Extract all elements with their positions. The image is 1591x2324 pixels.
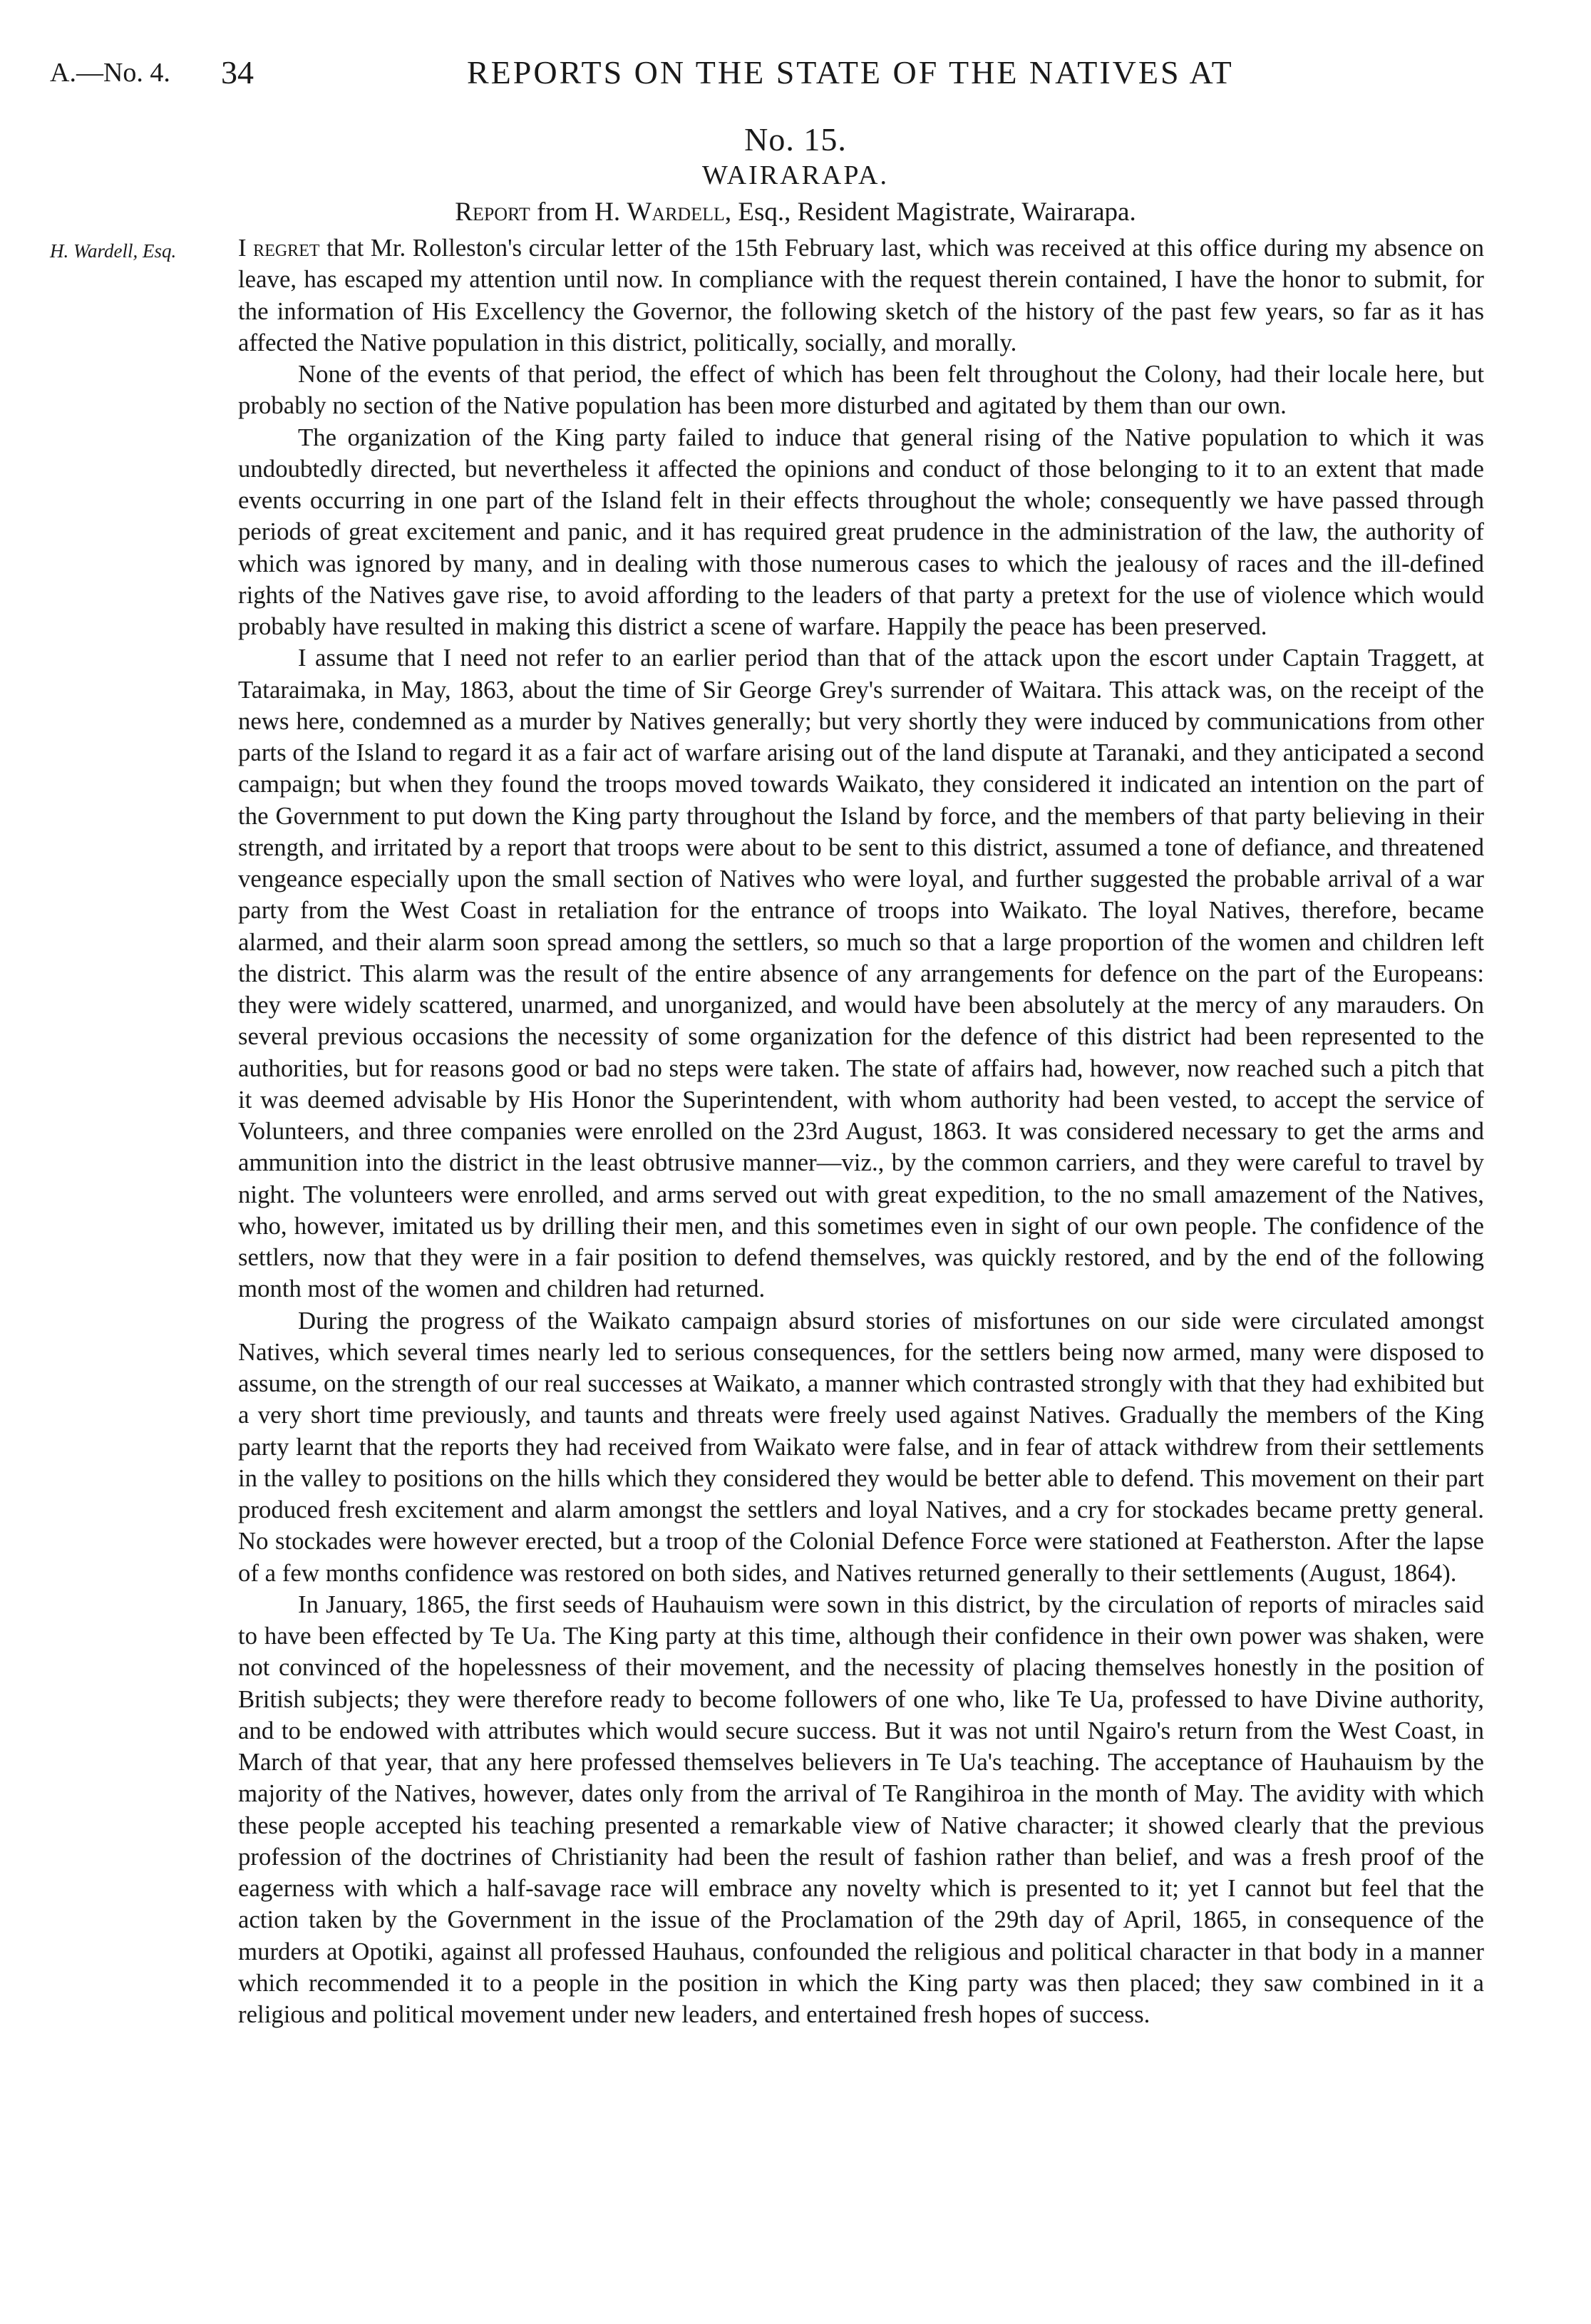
paragraph-text: In January, 1865, the first seeds of Hauhauism were sown in this district, by the circulation of reports of miracles said to have been effected by Te Ua. The King party at this time, although their confidence in their own power was shaken, were not convinced of the hopelessness of their movement, and the necessity of placing themselves honestly in the position of British subjects; they were therefore ready to become followers of one who, like Te Ua, professed to have Divine authority, and to be endowed with attributes which would secure success. But it was not until Ngairo's return from the West Coast, in March of that year, that any here professed themselves believers in Te Ua's teaching. The acceptance of Hauhauism by the majority of the Natives, however, dates only from the arrival of Te Rangihiroa in the month of May. The avidity with which these people accepted his teaching presented a remarkable view of Native character; it showed clearly that the previous profession of the doctrines of Christianity had been the result of fashion rather than belief, and was a fresh proof of the eagerness with which a half-savage race will embrace any novelty which is presented to it; yet I cannot but feel that the action taken by the Government in the issue of the Proclamation of the 29th day of April, 1865, in consequence of the murders at Opotiki, against all professed Hauhaus, confounded the religious and political character in that body in a manner which recommended it to a people in the position in which the King party was then placed; they saw combined in it a religious and political movement under new leaders, and entertained fresh hopes of success. — [238, 1590, 1484, 2028]
paragraph-lead: I regret — [238, 234, 320, 262]
report-place: WAIRARAPA. — [702, 160, 889, 190]
series-reference: A.—No. 4. — [50, 58, 170, 88]
report-number: No. 15. — [744, 121, 847, 158]
report-byline — [0, 195, 1591, 230]
byline-rest: , Esq., Resident Magistrate, Wairarapa. — [724, 197, 1136, 227]
report-body — [238, 232, 1484, 2030]
paragraph-text: I assume that I need not refer to an earlier period than that of the attack upon the escort under Captain Traggett, at Tataraimaka, in May, 1863, about the time of Sir George Grey's surrender of Waitara. This attack was, on the receipt of the news here, condemned as a murder by Natives generally; but very shortly they were induced by communications from other parts of the Island to regard it as a fair act of warfare arising out of the land dispute at Taranaki, and they anticipated a second campaign; but when they found the troops moved towards Waikato, they considered it indicated an intention on the part of the Government to put down the King party throughout the Island by force, and the members of that party believing in their strength, and irritated by a report that troops were about to be sent to this district, assumed a tone of defiance, and threatened vengeance especially upon the small section of Natives who were loyal, and further suggested the probable arrival of a war party from the West Coast in retaliation for the entrance of troops into Waikato. The loyal Natives, therefore, became alarmed, and their alarm soon spread among the settlers, so much so that a large proportion of the women and children left the district. This alarm was the result of the entire absence of any arrangements for defence on the part of the Europeans: they were widely scattered, unarmed, and unorganized, and would have been absolutely at the mercy of any marauders. On several previous occasions the necessity of some organization for the defence of this district had been represented to the authorities, but for reasons good or bad no steps were taken. The state of affairs had, however, now reached such a pitch that it was deemed advisable by His Honor the Superintendent, with whom authority had been vested, to accept the service of Volunteers, and three companies were enrolled on the 23rd August, 1863. It was considered necessary to get the arms and ammunition into the district in the least obtrusive manner—viz., by the common carriers, and they were careful to travel by night. The volunteers were enrolled, and arms served out with great expedition, to the no small amazement of the Natives, who, however, imitated us by drilling their men, and this sometimes even in sight of our own people. The confidence of the settlers, now that they were in a fair position to defend themselves, was quickly restored, and by the end of the following month most of the women and children had returned. — [238, 644, 1484, 1303]
paragraph-text: that Mr. Rolleston's circular letter of the 15th February last, which was received at this office during my absence on leave, has escaped my attention until now. In compliance with the request therein contained, I have the honor to submit, for the information of His Excellency the Governor, the following sketch of the history of the past few years, so far as it has affected the Native population in this district, politically, socially, and morally. — [238, 234, 1484, 356]
byline-from: from H. — [530, 197, 627, 227]
page-number: 34 — [221, 54, 254, 91]
running-head — [50, 51, 1483, 94]
byline-lead: Report — [455, 197, 530, 227]
running-title: REPORTS ON THE STATE OF THE NATIVES AT — [467, 54, 1234, 91]
margin-note-author: H. Wardell, Esq. — [50, 240, 177, 262]
paragraph-text: None of the events of that period, the effect of which has been felt throughout the Colony, had their locale here, but probably no section of the Native population has been more disturbed and agitated by them than our own. — [238, 360, 1484, 420]
paragraph-6 — [238, 1589, 1484, 2031]
paragraph-5 — [238, 1305, 1484, 1589]
paragraph-text: During the progress of the Waikato campaign absurd stories of misfortunes on our side were circulated amongst Natives, which several times nearly led to serious consequences, for the settlers being now armed, many were disposed to assume, on the strength of our real successes at Waikato, a manner which contrasted strongly with that they had exhibited but a very short time previously, and taunts and threats were freely used against Natives. Gradually the members of the King party learnt that the reports they had received from Waikato were false, and in fear of attack withdrew from their settlements in the valley to positions on the hills which they considered they would be better able to defend. This movement on their part produced fresh excitement and alarm amongst the settlers and loyal Natives, and a cry for stockades became pretty general. No stockades were however erected, but a troop of the Colonial Defence Force were stationed at Featherston. After the lapse of a few months confidence was restored on both sides, and Natives returned generally to their settlements (August, 1864). — [238, 1306, 1484, 1587]
paragraph-3 — [238, 422, 1484, 643]
paragraph-text: The organization of the King party failed to induce that general rising of the Native population to which it was undoubtedly directed, but nevertheless it affected the opinions and conduct of those belonging to it to an extent that made events occurring in one part of the Island felt in their effects throughout the whole; consequently we have passed through periods of great excitement and panic, and it has required great prudence in the administration of the law, the authority of which was ignored by many, and in dealing with those numerous cases to which the jealousy of races and the ill-defined rights of the Natives gave rise, to avoid affording to the leaders of that party a pretext for the use of violence which would probably have resulted in making this district a scene of warfare. Happily the peace has been preserved. — [238, 423, 1484, 640]
paragraph-1 — [238, 232, 1484, 359]
paragraph-2 — [238, 359, 1484, 422]
byline-name: Wardell — [627, 197, 725, 227]
paragraph-4 — [238, 642, 1484, 1305]
